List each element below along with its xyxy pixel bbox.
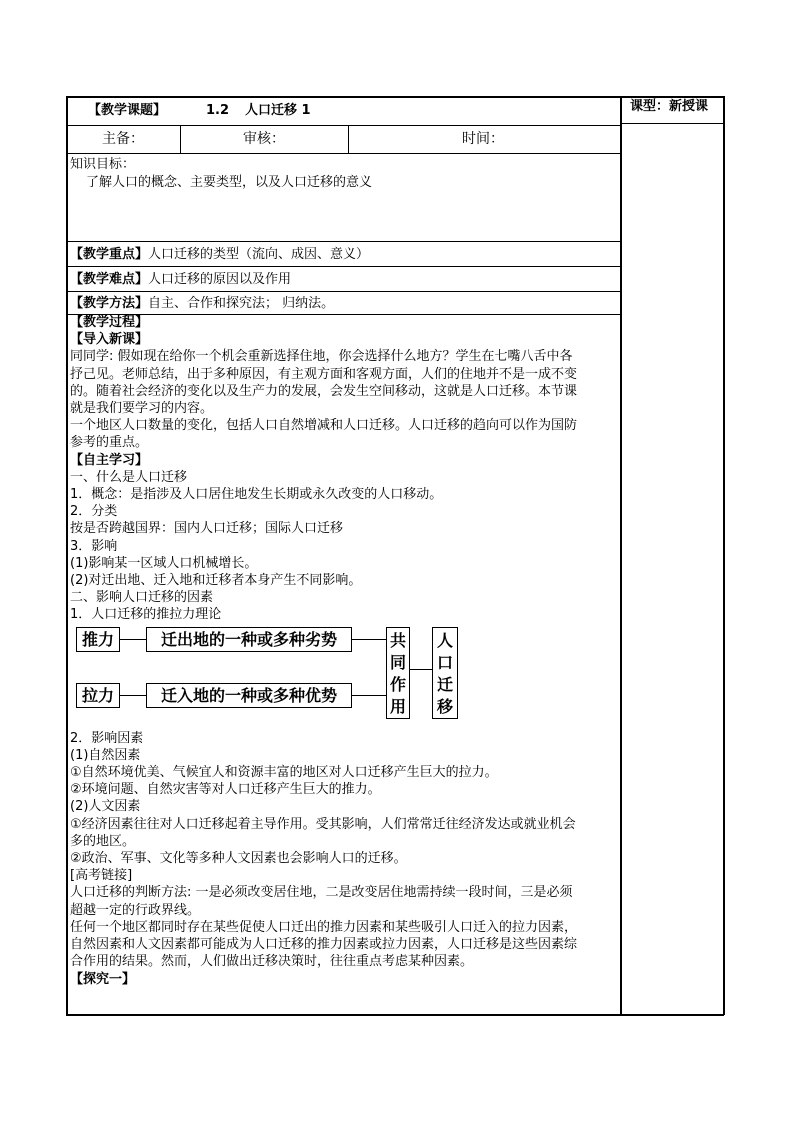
col-line-2 — [348, 125, 349, 153]
human-b: ②政治、军事、文化等多种人文因素也会影响人口的迁移。 — [70, 851, 407, 867]
key-points-text: 人口迁移的类型（流向、成因、意义） — [148, 247, 370, 262]
migration-char: 口 — [436, 652, 453, 672]
impact-a: (1)影响某一区域人口机械增长。 — [70, 555, 258, 571]
migration-char: 人 — [436, 630, 453, 650]
joint-char: 同 — [389, 652, 406, 672]
section-2-title: 二、影响人口迁移的因素 — [70, 590, 214, 606]
link-p2-line: 合作用的结果。然而，人们做出迁移决策时，往往重点考虑某种因素。 — [70, 954, 474, 970]
preparer-label: 主备： — [102, 131, 144, 147]
connector — [120, 639, 146, 640]
link-p1-line: 超越一定的行政界线。 — [70, 902, 201, 918]
intro-heading: 【导入新课】 — [70, 332, 149, 348]
difficulties-row — [70, 271, 291, 288]
factors-title: 2．影响因素 — [70, 730, 144, 746]
objectives-text: 了解人口的概念、主要类型，以及人口迁移的意义 — [86, 175, 373, 190]
impact-item: 3．影响 — [70, 538, 118, 554]
row-line-4 — [66, 266, 621, 267]
methods-text: 自主、合作和探究法； 归纳法。 — [148, 296, 335, 311]
intro-p1-line: 就是我们要学习的内容。 — [70, 401, 214, 417]
teaching-process — [66, 314, 620, 988]
objectives-heading: 知识目标： — [70, 157, 136, 172]
pull-desc-box: 迁入地的一种或多种优势 — [146, 683, 352, 708]
pull-box: 拉力 — [76, 683, 120, 708]
border-top — [66, 96, 724, 98]
col-line-1 — [180, 125, 181, 153]
human-factors: (2)人文因素 — [70, 799, 141, 815]
migration-box — [432, 627, 458, 719]
connector — [120, 695, 146, 696]
natural-a: ①自然环境优美、气候宜人和资源丰富的地区对人口迁移产生巨大的拉力。 — [70, 765, 498, 781]
push-pull-diagram — [66, 625, 620, 727]
natural-b: ②环境问题、自然灾害等对人口迁移产生巨大的推力。 — [70, 782, 381, 798]
connector — [352, 639, 386, 640]
intro-p1-line: 同同学: 假如现在给你一个机会重新选择住地，你会选择什么地方？学生在七嘴八舌中各 — [70, 349, 573, 365]
exam-link: [高考链接] — [70, 868, 133, 884]
joint-action-box — [386, 627, 410, 719]
joint-char: 作 — [389, 674, 406, 694]
natural-factors: (1)自然因素 — [70, 747, 141, 763]
migration-char: 移 — [436, 696, 453, 716]
intro-p1-line: 抒己见。老师总结，出于多种原因，有主观方面和客观方面，人们的住地并不是一成不变 — [70, 366, 578, 382]
joint-char: 共 — [389, 630, 406, 650]
methods-label: 【教学方法】 — [70, 296, 149, 311]
section-1-title: 一、什么是人口迁移 — [70, 469, 188, 485]
methods-row — [70, 295, 334, 312]
difficulties-label: 【教学难点】 — [70, 272, 149, 287]
self-study-heading: 【自主学习】 — [70, 452, 149, 468]
push-box: 推力 — [76, 627, 120, 652]
key-points-row — [70, 246, 369, 263]
row-line-2 — [66, 153, 621, 154]
joint-char: 用 — [389, 696, 406, 716]
key-points-label: 【教学重点】 — [70, 247, 149, 262]
row-line-5 — [66, 291, 621, 292]
intro-p2-line: 一个地区人口数量的变化，包括人口自然增减和人口迁移。人口迁移的趋向可以作为国防 — [70, 418, 578, 434]
migration-char: 迁 — [436, 674, 453, 694]
lesson-type: 课型：新授课 — [630, 99, 709, 114]
explore-heading: 【探究一】 — [70, 971, 136, 987]
difficulties-text: 人口迁移的原因以及作用 — [148, 272, 292, 287]
row-line-3 — [66, 241, 621, 242]
process-heading: 【教学过程】 — [70, 315, 149, 330]
border-right — [723, 96, 725, 1015]
impact-b: (2)对迁出地、迁入地和迁移者本身产生不同影响。 — [70, 573, 362, 589]
push-pull-title: 1．人口迁移的推拉力理论 — [70, 607, 222, 623]
border-bottom — [66, 1014, 724, 1016]
connector — [352, 695, 386, 696]
push-desc-box: 迁出地的一种或多种劣势 — [146, 627, 352, 652]
row-line-1 — [66, 125, 621, 126]
intro-p2-line: 参考的重点。 — [70, 435, 149, 451]
intro-p1-line: 的。随着社会经济的变化以及生产力的发展，会发生空间移动，这就是人口迁移。本节课 — [70, 383, 578, 399]
border-type-bottom — [620, 123, 724, 124]
title-number: 1.2 — [206, 103, 230, 118]
concept-item: 1．概念：是指涉及人口居住地发生长期或永久改变的人口移动。 — [70, 487, 443, 503]
link-p1-line: 人口迁移的判断方法: 一是必须改变居住地，二是改变居住地需持续一段时间，三是必须 — [70, 885, 573, 901]
human-a-line: 多的地区。 — [70, 833, 136, 849]
link-p2-line: 任何一个地区都同时存在某些促使人口迁出的推力因素和某些吸引人口迁入的拉力因素， — [70, 919, 578, 935]
classification-text: 按是否跨越国界：国内人口迁移；国际人口迁移 — [70, 521, 344, 537]
connector — [410, 669, 432, 670]
border-inner-right — [620, 96, 622, 1015]
reviewer-label: 审核： — [243, 131, 285, 147]
title-label: 【教学课题】 — [88, 103, 167, 118]
page-title: 人口迁移 1 — [245, 103, 311, 118]
classification-item: 2．分类 — [70, 504, 118, 520]
human-a-line: ①经济因素往往对人口迁移起着主导作用。受其影响，人们常常迁往经济发达或就业机会 — [70, 816, 576, 832]
link-p2-line: 自然因素和人文因素都可能成为人口迁移的推力因素或拉力因素，人口迁移是这些因素综 — [70, 937, 578, 953]
time-label: 时间： — [462, 131, 504, 147]
